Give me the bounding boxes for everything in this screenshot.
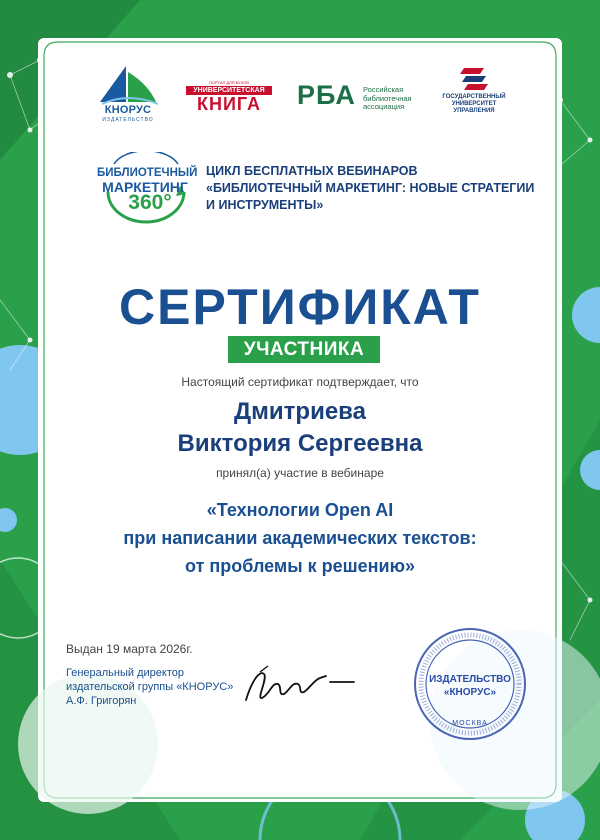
participant-badge: УЧАСТНИКА (228, 336, 380, 363)
webinar-title-line2: при написании академических текстов: (123, 528, 477, 548)
director-org: издательской группы «КНОРУС» (66, 681, 234, 693)
confirm-text: Настоящий сертификат подтверждает, что (181, 375, 419, 389)
issued-date: Выдан 19 марта 2026г. (66, 642, 193, 656)
stamp-line1: ИЗДАТЕЛЬСТВО (429, 674, 511, 685)
university-book-top: ПОРТАЛ ДЛЯ ВУЗОВ (209, 80, 249, 85)
guu-logo-name: ГОСУДАРСТВЕННЫЙ УНИВЕРСИТЕТ УПРАВЛЕНИЯ (442, 94, 506, 114)
participant-given-names: Виктория Сергеевна (177, 430, 423, 457)
stamp-line2: «КНОРУС» (443, 687, 497, 698)
knorus-logo-icon (96, 62, 160, 106)
webinar-title-line3: от проблемы к решению» (185, 556, 415, 576)
rba-logo-abbr: РБА (297, 80, 356, 110)
signature-icon (238, 660, 358, 712)
rba-logo-full: Российская библиотечная ассоциация (363, 85, 412, 111)
webinar-title-line1: «Технологии Open AI (206, 500, 394, 520)
webinar-series-title: ЦИКЛ БЕСПЛАТНЫХ ВЕБИНАРОВ «БИБЛИОТЕЧНЫЙ МАРКЕТИНГ: НОВЫЕ СТРАТЕГИИ И ИНСТРУМЕНТЫ» (206, 164, 535, 212)
university-book-line2: КНИГА (197, 94, 261, 114)
certificate-title: СЕРТИФИКАТ (119, 279, 481, 335)
knorus-logo-sub: ИЗДАТЕЛЬСТВО (102, 117, 154, 123)
participant-surname: Дмитриева (234, 398, 366, 425)
bibl-marketing-line2: МАРКЕТИНГ (102, 179, 188, 195)
university-book-line1: УНИВЕРСИТЕТСКАЯ (186, 86, 272, 95)
director-title: Генеральный директор (66, 667, 184, 679)
stamp-city: МОСКВА (452, 720, 488, 727)
knorus-logo-name: КНОРУС (104, 104, 152, 116)
bibl-marketing-line3: 360° (128, 191, 172, 214)
director-name: А.Ф. Григорян (66, 695, 137, 707)
bibl-marketing-line1: БИБЛИОТЕЧНЫЙ (97, 167, 198, 179)
took-part-text: принял(а) участие в вебинаре (216, 466, 384, 480)
guu-logo-icon (458, 64, 490, 92)
